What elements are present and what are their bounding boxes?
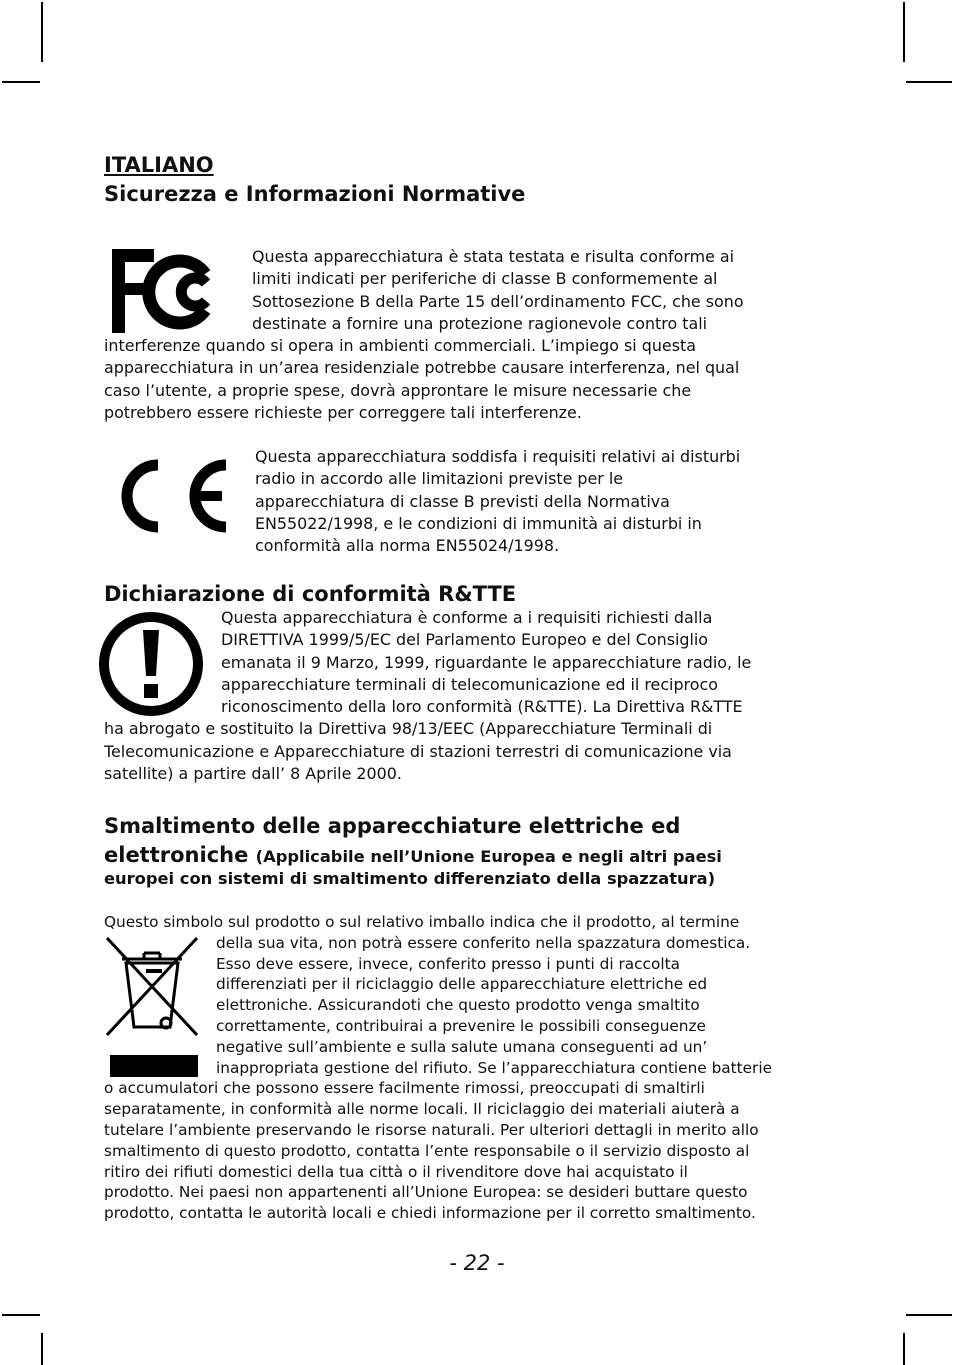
- text-line: della sua vita, non potrà essere conferito nella spazzatura domestica.: [216, 933, 751, 952]
- crop-mark-tr-h: [906, 81, 952, 83]
- ce-paragraph: [255, 446, 740, 557]
- crop-mark-tl-h: [2, 81, 40, 83]
- crop-mark-bl-h: [2, 1314, 40, 1316]
- text-line: Esso deve essere, invece, conferito presso i punti di raccolta: [216, 954, 680, 973]
- text-line: prodotto. Nei paesi non appartenenti all’Unione Europea: se desideri buttare questo: [104, 1183, 748, 1202]
- weee-heading-note-2: europei con sistemi di smaltimento differenziato della spazzatura): [104, 869, 716, 888]
- language-heading: ITALIANO: [104, 153, 214, 177]
- text-line: differenziati per il riciclaggio delle apparecchiature elettriche ed: [216, 975, 708, 994]
- text-line: ritiro dei rifiuti domestici della tua città o il rivenditore dove hai acquistato il: [104, 1162, 688, 1181]
- crop-mark-tl-v: [41, 2, 43, 62]
- text-line: ha abrogato e sostituito la Direttiva 98/13/EEC (Apparecchiature Terminali di: [104, 719, 713, 739]
- text-line: correttamente, contribuirai a prevenire le possibili conseguenze: [216, 1016, 706, 1035]
- fcc-paragraph: [104, 246, 744, 424]
- text-line: o accumulatori che possono essere facilmente rimossi, preoccupati di smaltirli: [104, 1079, 705, 1098]
- text-line: apparecchiatura in un’area residenziale potrebbe causare interferenza, nel qual: [104, 358, 740, 378]
- text-line: apparecchiature terminali di telecomunicazione ed il reciproco: [221, 674, 718, 694]
- text-line: Sottosezione B della Parte 15 dell’ordinamento FCC, che sono: [252, 291, 744, 311]
- text-line: emanata il 9 Marzo, 1999, riguardante le apparecchiature radio, le: [221, 652, 752, 672]
- rtte-paragraph: [104, 607, 751, 785]
- text-line: apparecchiatura di classe B previsti della Normativa: [255, 491, 670, 511]
- text-line: tutelare l’ambiente preservando le risorse naturali. Per ulteriori dettagli in merito allo: [104, 1120, 759, 1139]
- text-line: limiti indicati per periferiche di classe B conformemente al: [252, 269, 718, 289]
- text-line: negative sull’ambiente e sulla salute umana conseguenti ad un’: [216, 1037, 708, 1056]
- crop-mark-br-v: [903, 1333, 905, 1365]
- text-line: conformità alla norma EN55024/1998.: [255, 536, 560, 556]
- rtte-heading: Dichiarazione di conformità R&TTE: [104, 582, 517, 606]
- text-line: smaltimento di questo prodotto, contatta l’ente responsabile o il servizio disposto al: [104, 1141, 750, 1160]
- text-line: Questa apparecchiatura soddisfa i requisiti relativi ai disturbi: [255, 447, 741, 466]
- text-line: riconoscimento della loro conformità (R&TTE). La Direttiva R&TTE: [221, 697, 743, 717]
- weee-heading: Smaltimento delle apparecchiature elettriche ed: [104, 814, 681, 838]
- text-line: Questa apparecchiatura è stata testata e risulta conforme ai: [252, 247, 735, 266]
- text-line: Questo simbolo sul prodotto o sul relativo imballo indica che il prodotto, al termine: [104, 913, 740, 931]
- ce-logo: [108, 449, 236, 541]
- text-line: satellite) a partire dall’ 8 Aprile 2000.: [104, 764, 402, 784]
- text-line: destinate a fornire una protezione ragionevole contro tali: [252, 313, 708, 333]
- crop-mark-bl-v: [41, 1333, 43, 1365]
- weee-paragraph: [104, 912, 772, 1224]
- text-line: Questa apparecchiatura è conforme a i requisiti richiesti dalla: [221, 608, 713, 627]
- text-line: Telecomunicazione e Apparecchiature di stazioni terrestri di comunicazione via: [104, 741, 732, 761]
- crop-mark-tr-v: [903, 2, 905, 62]
- text-line: radio in accordo alle limitazioni previste per le: [255, 469, 624, 489]
- text-line: potrebbero essere richieste per correggere tali interferenze.: [104, 403, 582, 423]
- text-line: EN55022/1998, e le condizioni di immunità ai disturbi in: [255, 513, 702, 533]
- text-line: interferenze quando si opera in ambienti commerciali. L’impiego si questa: [104, 336, 696, 356]
- text-line: separatamente, in conformità alle norme locali. Il riciclaggio dei materiali aiuterà a: [104, 1100, 740, 1119]
- crop-mark-br-h: [906, 1314, 952, 1316]
- text-line: prodotto, contatta le autorità locali e chiedi informazione per il corretto smaltimento.: [104, 1204, 756, 1223]
- text-line: inappropriata gestione del rifiuto. Se l’apparecchiatura contiene batterie: [216, 1058, 773, 1077]
- weee-heading-word: elettroniche: [104, 843, 249, 867]
- text-line: DIRETTIVA 1999/5/EC del Parlamento Europeo e del Consiglio: [221, 630, 709, 650]
- text-line: caso l’utente, a proprie spese, dovrà approntare le misure necessarie che: [104, 380, 692, 400]
- page-number: - 22 -: [449, 1251, 505, 1275]
- page-title: Sicurezza e Informazioni Normative: [104, 182, 526, 206]
- weee-heading-note: (Applicabile nell’Unione Europea e negli altri paesi: [255, 847, 722, 866]
- text-line: elettroniche. Assicurandoti che questo prodotto venga smaltito: [216, 996, 700, 1015]
